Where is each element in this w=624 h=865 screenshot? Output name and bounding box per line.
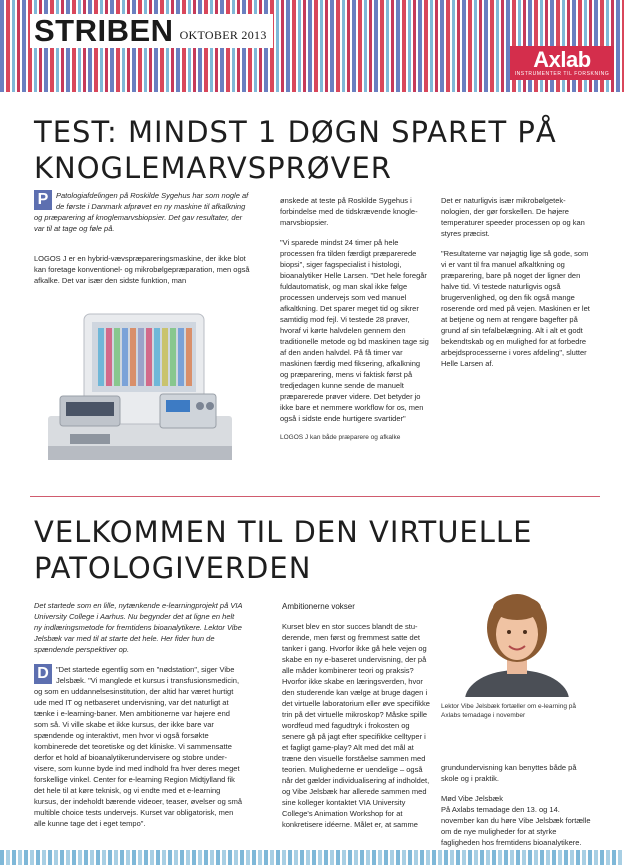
article1-column-1: [34, 253, 254, 295]
article2-intro: [34, 600, 244, 664]
vibe-jelsbaek-portrait: [441, 582, 593, 697]
article2-dropcap: D: [34, 664, 52, 684]
article1-col3-paragraph-2: "Resultaterne var nøjagtig lige så gode, som vi er vant til fra manuel afkaltkning og præparering, bare på noget der ligner den halve tid. Vi testede naturligvis også brugervenlighed, og den fik også mange roserende ord med på vejen. Maskinen er let at betjene og nem at rengøre bagefter på grund af sin tefalbelægning. Alt i alt et godt bekendtskab og en mulighed for at forbedre arbejdsprocesserne i vores afdeling", slutter Helle Larsen af.: [441, 249, 590, 368]
article1-intro: [34, 190, 254, 243]
article-divider: [30, 496, 600, 497]
article2-headline: VELKOMMEN TIL DEN VIRTUELLE PATOLOGIVERDEN: [34, 515, 533, 585]
logos-j-machine-image: [40, 296, 240, 472]
article2-col1-paragraph: "Det startede egentlig som en "nødstation", siger Vibe Jelsbæk. "Vi manglede et kursus i transfusionsmedicin, og som en uddannelsesinstitution, der altid har været hurtigt ude med IT og netbaseret undervisning, var det naturligt at tænke i e-learning-baner. Men ambitionerne var højere end som så. Vi ville skabe et ikke kursus, der ikke bare var spændende og interaktivt, men hvor vi også forsøkte kombinerede det teoretiske og det kliniske. Vi sammensatte derfor et hold af bioanalytikerundervisere og stobre undervisere, som kunne byde ind med indhold fra hver deres meget forskellige vinkel. Center for e-learning Region Midtjylland fik det hele til at køre teknisk, og vi endte med et e-learning kursus, der indeholdt bærende videoer, teaser, øvelser og små multible choice tests undervejs. Kurset var obligatorisk, men alle kunne tage det i eget tempo".: [34, 665, 243, 828]
portrait-caption: Lektor Vibe Jelsbæk fortæller om e-learning på Axlabs temadage i november: [441, 703, 577, 719]
article1-dropcap: P: [34, 190, 52, 210]
article1-col1-paragraph: LOGOS J er en hybrid-vævspræpareringsmaskine, der ikke blot kan foretage konventionel- og mikrobølgepræparation, men også afkalke. Det var især den sidste funktion, man: [34, 254, 250, 285]
newsletter-title: STRIBEN: [34, 13, 174, 48]
article1-col2-paragraph-1: ønskede at teste på Roskilde Sygehus i forbindelse med de tidskrævende knoglemarvsbiopsier.: [280, 196, 418, 227]
footer-stripes: [0, 850, 624, 865]
article2-col3-paragraph-2: Mød Vibe Jelsbæk På Axlabs temadage den 13. og 14. november kan du høre Vibe Jelsbæk fortælle om de nye muligheder for at styrke fagligheden hos fremtidens bioanalytikere.: [441, 794, 591, 847]
article1-intro-text: Patologiafdelingen på Roskilde Sygehus har som nogle af de første i Danmark afprøvet en ny maskine til afkalkning og præparering af knoglemarvsbiopsier. Det gav resultater, der var til at tage og føle på.: [34, 191, 249, 233]
logo-tagline: INSTRUMENTER TIL FORSKNING: [514, 70, 610, 77]
issue-date: OKTOBER 2013: [179, 28, 267, 42]
article1-image-caption: LOGOS J kan både præparere og afkalke: [280, 434, 401, 441]
masthead: [0, 0, 624, 92]
article2-col2-paragraph: Kurset blev en stor succes blandt de studerende, men først og fremmest satte det tanker i gang. Hvorfor ikke gå hele vejen og skabe en ny e-baseret undervisning, der på alle måder kombinerer teori og praksis? Hvorfor ikke skabe en læringsverden, hvor den studerende kan vælge at bruge dagen i det virtuelle laboratorium eller øve specifikke trin på det virtuelle mikroskop? Måske spille wordfeud med fagudtryk i frokosten og senere gå på jagt efter specifikke celltyper i et fagligt game-play? Alt med det mål at træne den visuelle forståelse sammen med teorien. Mulighederne er uendelige – også når det gælder individualisering af indholdet, og Vibe Jelsbæk har allerede sammen med sine kolleger kontaktet VIA University College's Animation Workshop for at konkretisere idéerne. Målet er, at samme: [282, 622, 430, 829]
article2-intro-text: Det startede som en lille, nytænkende e-learningprojekt på VIA University College i Aarhus. Nu begynder det at ligne en helt ny indlæringsmetode for fremtidens bioanalytikere. Lektor Vibe Jelsbæk var med til at starte det hele. Her fider hun de spændende perspektiver op.: [34, 601, 243, 654]
logo-name: Axlab: [533, 46, 591, 72]
article1-col2-quote: "Vi sparede mindst 24 timer på hele processen fra tilden færdigt præparerede biopsi", siger fagspecialist i histologi, bioanalytiker Helle Larsen. "Det hele foregår fuldautomatisk, og man skal ikke følge processen undervejs som ved manuel afkaltkning. Det sparer meget tid og sikrer samtidig mod fejl. Vi testede 28 prøver, hvoraf vi kørte halvdelen gennem den traditionelle metode og bd maskinen tage sig af den anden halvdel. På få timer var maskinen færdig med fiksering, afkalkning og præparering, mens vi faktisk først på tredjedagen kunne sende de manuelt præparerede prøver videre. Det betyder jo ikke bare et nemmere workflow for os, men også i sidste ende hurtigere svartider": [280, 238, 429, 423]
axlab-logo: [510, 46, 614, 80]
article1-column-2: [280, 195, 430, 451]
article1-headline: TEST: MINDST 1 DØGN SPARET PÅ KNOGLEMARVSPRØVER: [34, 115, 557, 185]
article2-subhead: Ambitionerne vokser: [282, 602, 355, 611]
article1-col3-paragraph-1: Det er naturligvis især mikrobølgeteknologien, der gør forskellen. De højere temperaturer speeder processen op og kan styres præcist.: [441, 196, 585, 238]
article2-column-1: [34, 664, 244, 838]
portrait-caption-block: [441, 702, 591, 729]
article2-column-2: [282, 601, 432, 839]
masthead-title-box: [30, 14, 273, 48]
article2-column-3: [441, 762, 591, 857]
article1-column-3: [441, 195, 591, 378]
article2-col3-paragraph-1: grundundervisning kan benyttes både på skole og i praktik.: [441, 763, 577, 783]
